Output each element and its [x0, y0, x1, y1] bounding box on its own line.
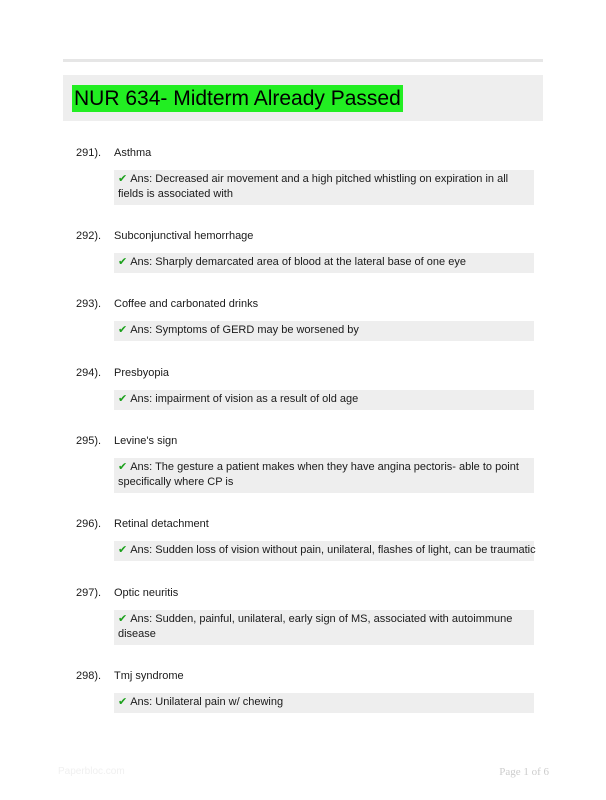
question-term: Coffee and carbonated drinks [114, 298, 259, 310]
answer-box [114, 170, 534, 205]
answer-box [114, 253, 534, 273]
answer-text: Ans: Unilateral pain w/ chewing [130, 696, 284, 708]
question-number: 297). [76, 587, 102, 599]
question-term: Optic neuritis [114, 587, 179, 599]
check-icon: ✔ [118, 324, 128, 336]
check-icon: ✔ [118, 393, 128, 405]
top-divider [63, 59, 543, 62]
question-term: Subconjunctival hemorrhage [114, 230, 254, 242]
question-number: 296). [76, 518, 102, 530]
question-term: Retinal detachment [114, 518, 209, 530]
question-term: Levine's sign [114, 435, 178, 447]
question-term: Presbyopia [114, 367, 170, 379]
check-icon: ✔ [118, 173, 128, 185]
question-number: 292). [76, 230, 102, 242]
question-number: 294). [76, 367, 102, 379]
answer-text: Ans: impairment of vision as a result of old age [130, 393, 359, 405]
title-band [63, 75, 543, 121]
check-icon: ✔ [118, 613, 128, 625]
question-term: Asthma [114, 147, 152, 159]
answer-text: Ans: Sudden, painful, unilateral, early sign of MS, associated with autoimmune disease [118, 613, 513, 640]
answer-box [114, 541, 534, 561]
question-number: 298). [76, 670, 102, 682]
check-icon: ✔ [118, 696, 128, 708]
answer-box [114, 610, 534, 645]
question-number: 295). [76, 435, 102, 447]
answer-text: Ans: The gesture a patient makes when they have angina pectoris- able to point specifically where CP is [118, 461, 519, 488]
answer-box [114, 390, 534, 410]
page-title: NUR 634- Midterm Already Passed [74, 87, 401, 110]
footer-watermark: Paperbloc.com [58, 766, 125, 777]
question-term: Tmj syndrome [114, 670, 184, 682]
answer-text: Ans: Symptoms of GERD may be worsened by [130, 324, 359, 336]
check-icon: ✔ [118, 256, 128, 268]
check-icon: ✔ [118, 544, 128, 556]
page-number: Page 1 of 6 [499, 766, 549, 778]
answer-text: Ans: Decreased air movement and a high pitched whistling on expiration in all fields is associated with [118, 173, 509, 200]
answer-box [114, 693, 534, 713]
answer-text: Ans: Sudden loss of vision without pain, unilateral, flashes of light, can be traumatic [130, 544, 536, 556]
question-number: 291). [76, 147, 102, 159]
answer-text: Ans: Sharply demarcated area of blood at the lateral base of one eye [130, 256, 466, 268]
question-number: 293). [76, 298, 102, 310]
answer-box [114, 458, 534, 493]
check-icon: ✔ [118, 461, 128, 473]
answer-box [114, 321, 534, 341]
